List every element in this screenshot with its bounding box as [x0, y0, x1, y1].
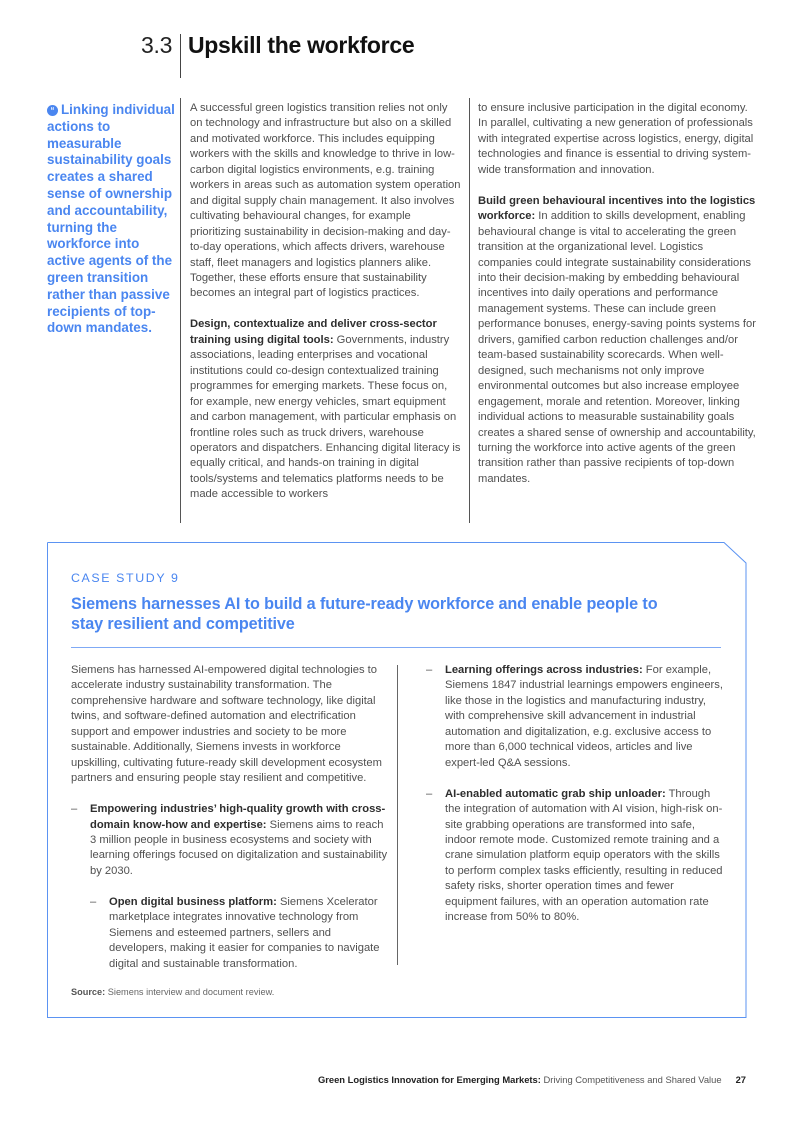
case-column-rule	[397, 665, 398, 965]
case-sub-bullet	[90, 895, 389, 972]
footer-report-subtitle: Driving Competitiveness and Shared Value	[540, 1074, 722, 1085]
body-column-1	[190, 101, 462, 518]
dash-icon: –	[90, 895, 97, 908]
dash-icon: –	[426, 664, 433, 676]
section-number: 3.3	[141, 32, 173, 58]
training-heading: Design, contextualize and deliver cross-sector training using digital tools:	[190, 318, 437, 346]
page-number: 27	[735, 1074, 746, 1085]
quote-icon: “	[47, 105, 58, 116]
bullet-heading: Open digital business platform:	[109, 895, 277, 908]
bullet-text: Through the integration of automation with AI vision, high-risk on-site grabbing operations are transformed into safe, indoor remote mode. Customized remote training and a crane simulation platform equip operators with the skills to perform complex tasks efficiently, resulting in reduced safety risks, shorter operation times and fewer equipment failures, with an operation automation rate increase from 50% to 80%.	[445, 787, 723, 924]
footer-report-title: Green Logistics Innovation for Emerging Markets:	[317, 1074, 541, 1085]
column-rule-left	[180, 98, 181, 523]
section-title: Upskill the workforce	[188, 32, 415, 58]
bullet-heading: Empowering industries’ high-quality growth with cross-domain know-how and expertise:	[90, 803, 386, 831]
dash-icon: –	[71, 803, 78, 816]
incentives-paragraph	[478, 194, 756, 488]
column-rule-right	[469, 98, 470, 523]
body-column-2	[478, 101, 756, 503]
case-intro: Siemens has harnessed AI-empowered digital technologies to accelerate industry sustainability transformation. The comprehensive hardware and software technology, like digital twins, and software-defined automation and electrification support and empower industries and society to be more sustainable. Additionally, Siemens invests in workforce upskilling, cultivating future-ready skill development ecosystem partners and ensuring people stay resilient and competitive.	[71, 664, 382, 785]
bullet-text: Siemens aims to reach 3 million people in business ecosystems and society with learning offerings focused on digitalization and sustainability by 2030.	[90, 818, 388, 877]
case-bullet	[71, 802, 389, 879]
case-bullet	[426, 787, 726, 926]
case-column-1	[71, 663, 389, 987]
bullet-heading: AI-enabled automatic grab ship unloader:	[445, 787, 666, 800]
bullet-text: For example, Siemens 1847 industrial learnings empowers engineers, like those in the logistics and manufacturing industry, with comprehensive skill advancement in industrial automation and digitalization, e.g. exclusive access to more than 6,000 technical videos, articles and live expert-led Q&A sessions.	[445, 664, 723, 769]
training-paragraph	[190, 317, 462, 502]
section-divider	[180, 34, 181, 78]
bullet-text: Siemens Xcelerator marketplace integrates innovative technology from Siemens and esteemed partners, sellers and developers, making it easier for companies to navigate digital and sustainable transformation.	[109, 895, 380, 970]
case-source	[71, 987, 274, 997]
case-study-title: Siemens harnesses AI to build a future-ready workforce and enable people to stay resilient and competitive	[71, 595, 658, 633]
case-study-label: CASE STUDY 9	[71, 571, 180, 585]
bullet-heading: Learning offerings across industries:	[445, 664, 643, 676]
dash-icon: –	[426, 787, 433, 800]
training-text: Governments, industry associations, leading enterprises and vocational institutions could co-design contextualized training programmes for emerging markets. These focus on, for example, new energy vehicles, smart equipment and carbon management, with particular emphasis on frontline roles such as truck drivers, warehouse operators and dispatchers. Enhancing digital literacy is equally critical, and hands-on training in digital tools/systems and telematics platforms needs to be made accessible to workers	[190, 333, 461, 501]
case-study-divider	[71, 647, 721, 648]
case-column-2	[426, 663, 726, 941]
incentives-text: In addition to skills development, enabling behavioural change is vital to accelerating the green transition at the organizational level. Logistics companies could integrate sustainability considerations into their decision-making by embedding behavioural incentives into daily operations and performance management systems. These can include green performance bonuses, energy-saving points systems for drivers, gamified carbon reduction challenges and/or team-based sustainability scorecards. When well-designed, such mechanisms not only improve environmental outcomes but also increase employee engagement, morale and retention. Moreover, linking individual actions to measurable sustainability goals creates a shared sense of ownership and accountability, turning the workforce into active agents of the green transition rather than passive recipients of top-down mandates.	[478, 210, 756, 485]
pull-quote-text: Linking individual actions to measurable sustainability goals creates a shared sense of ownership and accountability, turning the workforce into active agents of the green transition rather than passive recipients of top-down mandates.	[47, 102, 175, 336]
source-label: Source:	[71, 987, 106, 997]
page-footer	[318, 1074, 746, 1085]
intro-paragraph: A successful green logistics transition relies not only on technology and infrastructure but also on a skilled and motivated workforce. This includes equipping workers with the skills and knowledge to thrive in low-carbon digital logistics environments, e.g. training workers in areas such as automation system operation and digital supply chain management. It also involves cultivating behavioural changes, for example prioritizing sustainability in decision-making and day-to-day operations, which affects drivers, warehouse staff, fleet managers and logistics planners alike. Together, these efforts ensure that sustainability becomes an integral part of logistics practices.	[190, 102, 461, 300]
source-text: Siemens interview and document review.	[105, 987, 275, 997]
training-continued-paragraph: to ensure inclusive participation in the digital economy. In parallel, cultivating a new generation of professionals with integrated expertise across logistics, energy, digital technologies and finance is essential to driving system-wide transformation and innovation.	[478, 102, 754, 176]
pull-quote	[47, 102, 175, 337]
case-bullet	[426, 663, 726, 771]
incentives-heading: Build green behavioural incentives into the logistics workforce:	[478, 194, 756, 223]
